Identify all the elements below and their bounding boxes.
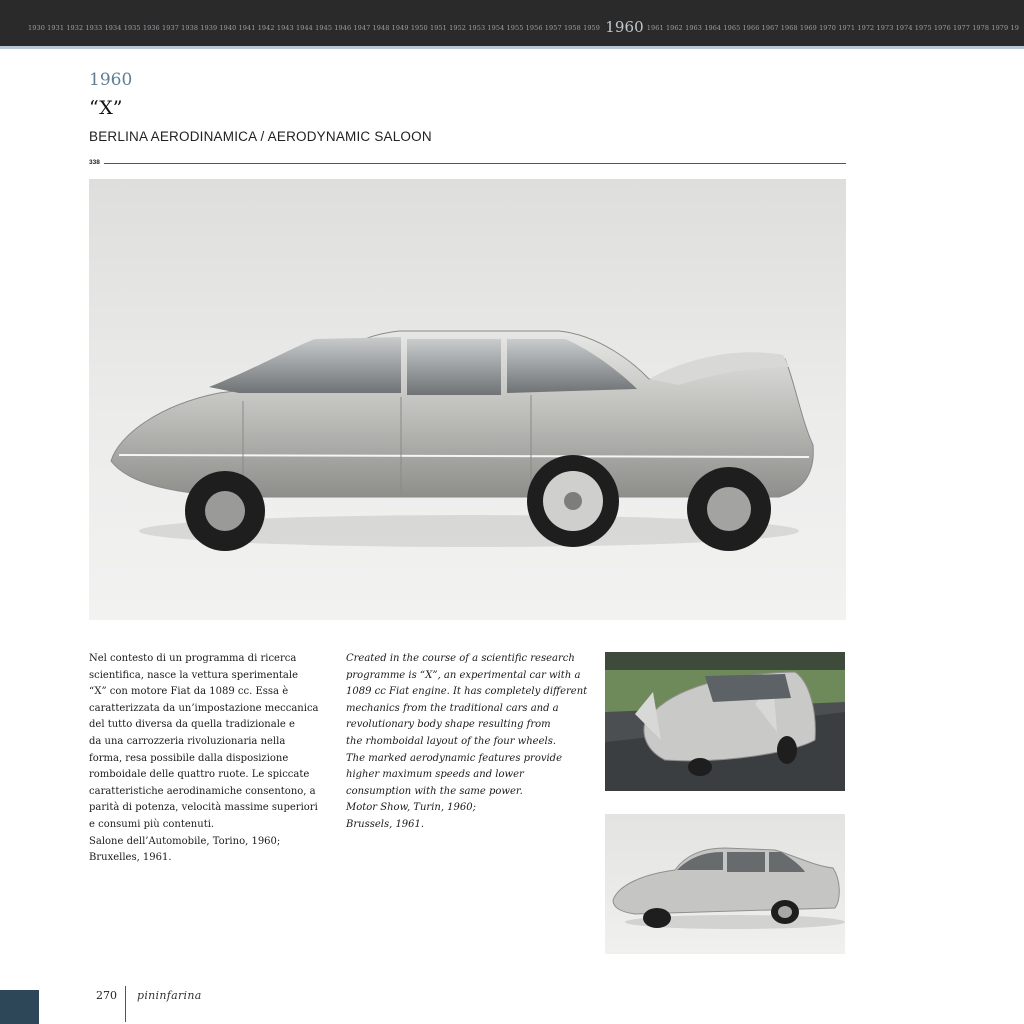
timeline-year[interactable]: 1932: [66, 24, 84, 32]
timeline-year[interactable]: 1952: [449, 24, 467, 32]
timeline-year[interactable]: 1964: [704, 24, 722, 32]
timeline-year[interactable]: 1963: [685, 24, 703, 32]
car-side-profile-photo: [89, 179, 846, 620]
timeline-year[interactable]: 1967: [761, 24, 779, 32]
text-line: consumption with the same power.: [346, 785, 523, 797]
timeline-years: [28, 16, 1021, 34]
page-corner-block: [0, 990, 39, 1024]
text-line: The marked aerodynamic features provide: [346, 752, 563, 764]
page-subtitle: BERLINA AERODINAMICA / AERODYNAMIC SALOON: [89, 129, 432, 144]
timeline-year[interactable]: 1962: [665, 24, 683, 32]
text-line: higher maximum speeds and lower: [346, 769, 524, 781]
text-line: del tutto diversa da quella tradizionale e: [89, 719, 295, 731]
timeline-year[interactable]: 1975: [914, 24, 932, 32]
text-line: Nel contesto di un programma di ricerca: [89, 653, 297, 664]
timeline-year[interactable]: 1968: [780, 24, 798, 32]
timeline-year[interactable]: 1935: [123, 24, 141, 32]
text-line: da una carrozzeria rivoluzionaria nella: [89, 735, 286, 747]
car-front-illustration: [605, 814, 845, 954]
page-reference: 338: [89, 159, 100, 166]
page-number: 270: [96, 989, 117, 1002]
timeline-year[interactable]: 1977: [953, 24, 970, 32]
timeline-year[interactable]: 1957: [544, 24, 562, 32]
timeline-year[interactable]: 1933: [85, 24, 103, 32]
text-line: Salone dell’Automobile, Torino, 1960;: [89, 835, 281, 847]
timeline-year[interactable]: 19: [1010, 24, 1019, 32]
timeline-year[interactable]: 1971: [838, 24, 856, 32]
text-line: programme is “X”, an experimental car with a: [346, 669, 581, 681]
timeline-bar: [0, 0, 1024, 46]
timeline-year[interactable]: 1931: [47, 24, 65, 32]
timeline-year[interactable]: 1974: [895, 24, 913, 32]
timeline-year[interactable]: 1953: [468, 24, 486, 32]
timeline-year[interactable]: 1969: [799, 24, 817, 32]
timeline-year[interactable]: 1946: [334, 24, 352, 32]
timeline-year[interactable]: 1949: [391, 24, 409, 32]
timeline-year[interactable]: 1950: [410, 24, 428, 32]
timeline-year[interactable]: 1958: [563, 24, 581, 32]
timeline-year[interactable]: 1972: [857, 24, 875, 32]
text-line: caratterizzata da un’impostazione meccanica: [89, 702, 319, 714]
car-side-illustration: [89, 179, 846, 620]
timeline-year[interactable]: 1959: [583, 24, 601, 32]
timeline-divider: [0, 46, 1024, 49]
timeline-year[interactable]: 1965: [723, 24, 741, 32]
timeline-year[interactable]: 1936: [142, 24, 160, 32]
brand-logo: pininfarina: [137, 989, 202, 1002]
timeline-year[interactable]: 1948: [372, 24, 390, 32]
text-line: caratteristiche aerodinamiche consentono, a: [89, 785, 316, 797]
text-line: Brussels, 1961.: [346, 818, 425, 830]
timeline-year[interactable]: 1947: [353, 24, 371, 32]
timeline-year-current[interactable]: 1960: [605, 18, 644, 36]
text-line: Created in the course of a scientific research: [346, 653, 575, 664]
text-line: the rhomboidal layout of the four wheels.: [346, 735, 557, 747]
text-line: parità di potenza, velocità massime superiori: [89, 802, 318, 814]
text-line: forma, resa possibile dalla disposizione: [89, 752, 289, 764]
timeline-year[interactable]: 1934: [104, 24, 122, 32]
timeline-year[interactable]: 1937: [161, 24, 179, 32]
page-title: “X”: [89, 97, 123, 119]
timeline-year[interactable]: 1955: [506, 24, 524, 32]
timeline-year[interactable]: 1943: [276, 24, 294, 32]
text-line: Bruxelles, 1961.: [89, 852, 172, 864]
text-line: mechanics from the traditional cars and a: [346, 702, 559, 714]
text-line: revolutionary body shape resulting from: [346, 719, 551, 731]
text-line: Motor Show, Turin, 1960;: [346, 802, 477, 814]
description-english: [346, 651, 591, 834]
header-divider: [104, 163, 846, 164]
timeline-year[interactable]: 1951: [429, 24, 447, 32]
timeline-year[interactable]: 1940: [219, 24, 237, 32]
car-front-three-quarter-photo: [605, 814, 845, 954]
car-rear-illustration: [605, 652, 845, 791]
text-line: e consumi più contenuti.: [89, 818, 215, 830]
timeline-year[interactable]: 1970: [819, 24, 837, 32]
footer-divider: [125, 986, 126, 1022]
timeline-year[interactable]: 1930: [28, 24, 45, 32]
text-line: “X” con motore Fiat da 1089 cc. Essa è: [89, 686, 289, 698]
timeline-year[interactable]: 1956: [525, 24, 543, 32]
text-line: romboidale delle quattro ruote. Le spiccate: [89, 769, 310, 781]
section-year: 1960: [89, 70, 133, 90]
text-line: scientifica, nasce la vettura sperimentale: [89, 669, 298, 681]
timeline-year[interactable]: 1938: [181, 24, 199, 32]
timeline-year[interactable]: 1944: [295, 24, 313, 32]
timeline-year[interactable]: 1973: [876, 24, 894, 32]
timeline-year[interactable]: 1979: [991, 24, 1009, 32]
timeline-year[interactable]: 1941: [238, 24, 256, 32]
timeline-year[interactable]: 1966: [742, 24, 760, 32]
car-rear-three-quarter-photo: [605, 652, 845, 791]
description-italian: [89, 651, 324, 867]
timeline-year[interactable]: 1942: [257, 24, 275, 32]
timeline-year[interactable]: 1976: [933, 24, 951, 32]
timeline-year[interactable]: 1939: [200, 24, 218, 32]
timeline-year[interactable]: 1945: [315, 24, 333, 32]
text-line: 1089 cc Fiat engine. It has completely different: [346, 686, 588, 698]
timeline-year[interactable]: 1978: [972, 24, 990, 32]
timeline-year[interactable]: 1954: [487, 24, 505, 32]
timeline-year[interactable]: 1961: [646, 24, 664, 32]
